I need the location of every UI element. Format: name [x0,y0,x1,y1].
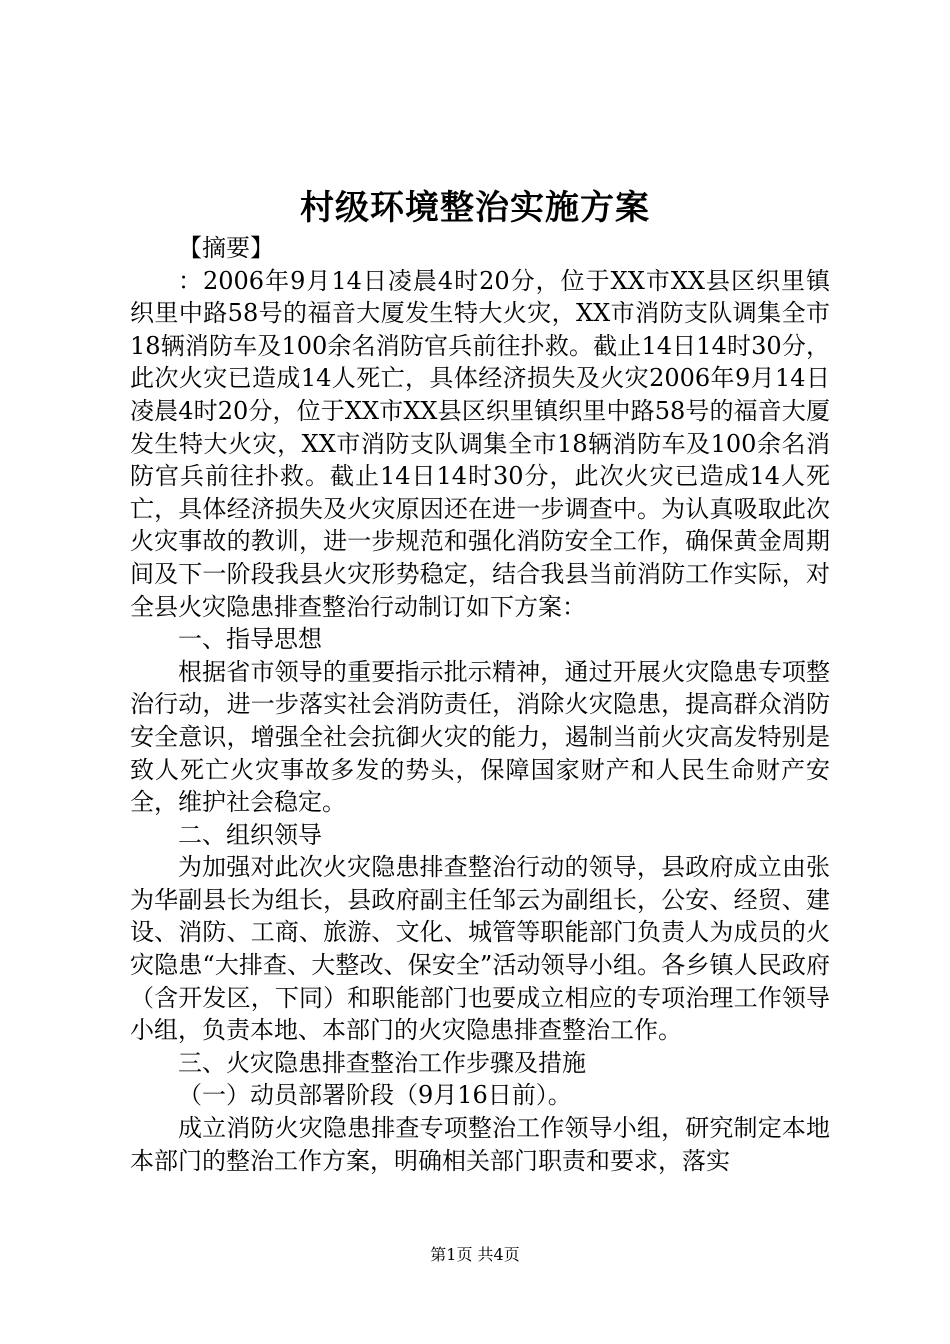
section-heading-organization: 二、组织领导 [178,820,322,849]
subsection-heading-mobilization: （一）动员部署阶段（9月16日前）。 [178,1081,572,1110]
mobilization-paragraph: 成立消防火灾隐患排查专项整治工作领导小组，研究制定本地本部门的整治工作方案，明确相关部门职责和要求，落实 [130,1114,830,1175]
abstract-heading: 【摘要】 [178,234,274,262]
organization-paragraph: 为加强对此次火灾隐患排查整治行动的领导，县政府成立由张为华副县长为组长，县政府副主任邹云为副组长，公安、经贸、建设、消防、工商、旅游、文化、城管等职能部门负责人为成员的火灾隐患“大排查、大整改、保安全”活动领导小组。各乡镇人民政府（含开发区，下同）和职能部门也要成立相应的专项治理工作领导小组，负责本地、本部门的火灾隐患排查整治工作。 [130,853,830,1045]
guiding-ideology-paragraph: 根据省市领导的重要指示批示精神，通过开展火灾隐患专项整治行动，进一步落实社会消防责任，消除火灾隐患，提高群众消防安全意识，增强全社会抗御火灾的能力，遏制当前火灾高发特别是致人死亡火灾事故多发的势头，保障国家财产和人民生命财产安全，维护社会稳定。 [130,657,830,817]
section-heading-steps: 三、火灾隐患排查整治工作步骤及措施 [178,1048,586,1077]
document-body [130,232,830,1177]
document-title: 村级环境整治实施方案 [300,188,650,228]
abstract-paragraph: ：2006年9月14日凌晨4时20分，位于XX市XX县区织里镇织里中路58号的福音大厦发生特大火灾，XX市消防支队调集全市18辆消防车及100余名消防官兵前往扑救。截止14日14时30分，此次火灾已造成14人死亡，具体经济损失及火灾2006年9月14日凌晨4时20分，位于XX市XX县区织里镇织里中路58号的福音大厦发生特大火灾，XX市消防支队调集全市18辆消防车及100余名消防官兵前往扑救。截止14日14时30分，此次火灾已造成14人死亡，具体经济损失及火灾原因还在进一步调查中。为认真吸取此次火灾事故的教训，进一步规范和强化消防安全工作，确保黄金周期间及下一阶段我县火灾形势稳定，结合我县当前消防工作实际，对全县火灾隐患排查整治行动制订如下方案： [130,266,830,621]
section-heading-guiding-ideology: 一、指导思想 [178,625,322,654]
page-footer: 第1页 共4页 [430,1245,520,1264]
